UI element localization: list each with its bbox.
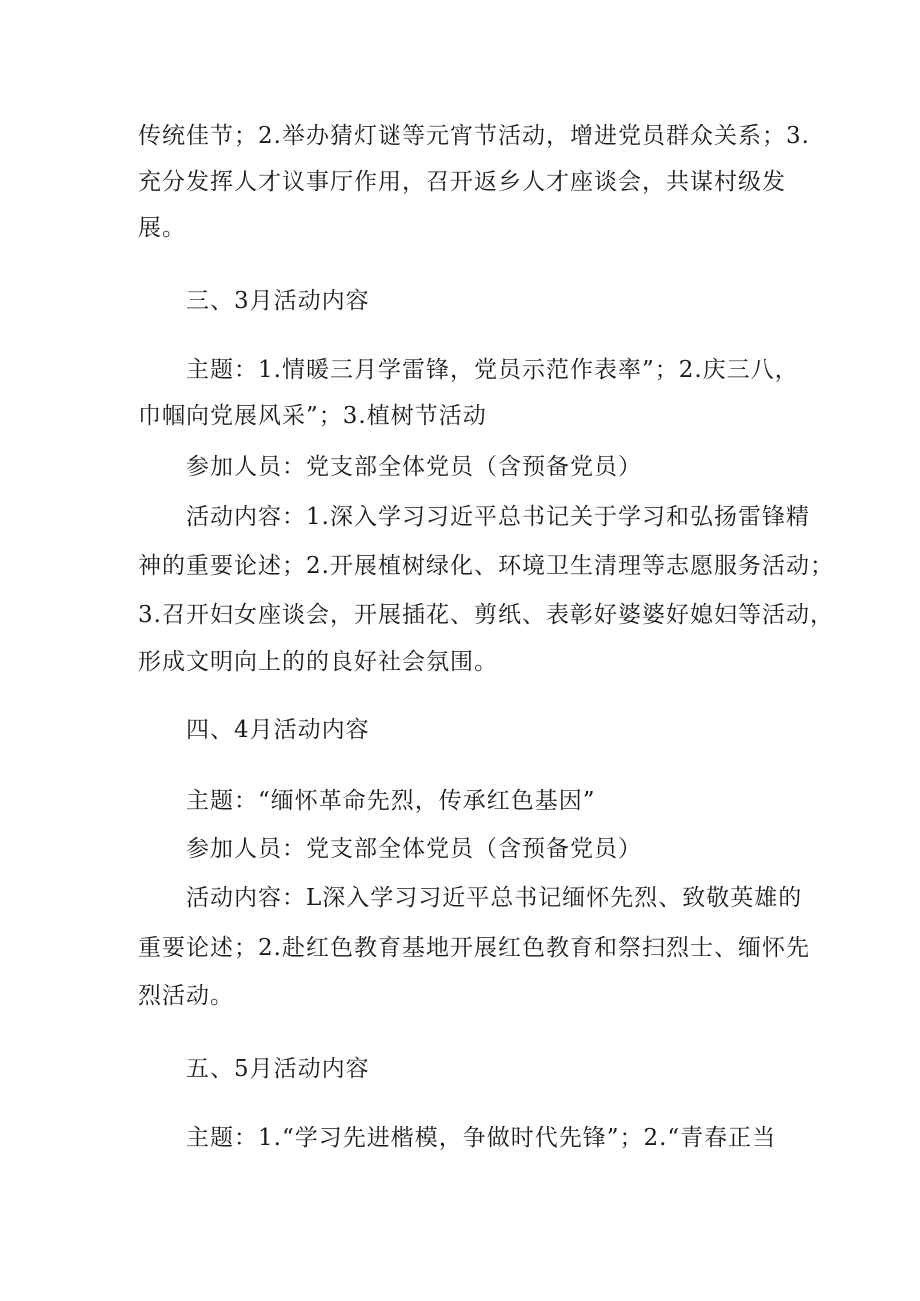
intro-line-2: 充分发挥人才议事厅作用，召开返乡人才座谈会，共谋村级发 — [138, 169, 786, 195]
section3-heading: 三、3月活动内容 — [186, 288, 370, 314]
section3-theme-line-2: 巾帼向党展风采”；3.植树节活动 — [138, 403, 487, 429]
section4-content-line-2: 重要论述；2.赴红色教育基地开展红色教育和祭扫烈士、缅怀先 — [138, 935, 810, 961]
section3-content-line-1: 活动内容：1.深入学习习近平总书记关于学习和弘扬雷锋精 — [186, 504, 810, 530]
section4-participants: 参加人员：党支部全体党员（含预备党员） — [186, 836, 642, 862]
section5-heading: 五、5月活动内容 — [186, 1056, 370, 1082]
section3-content-line-2: 神的重要论述；2.开展植树绿化、环境卫生清理等志愿服务活动； — [138, 553, 834, 579]
section3-theme-line-1: 主题：1.情暖三月学雷锋，党员示范作表率”；2.庆三八， — [186, 357, 799, 383]
section4-content-line-3: 烈活动。 — [138, 983, 234, 1009]
section4-heading: 四、4月活动内容 — [186, 717, 370, 743]
section3-content-line-4: 形成文明向上的的良好社会氛围。 — [138, 649, 498, 675]
intro-line-3: 展。 — [138, 215, 186, 241]
intro-line-1: 传统佳节；2.举办猜灯谜等元宵节活动，增进党员群众关系；3. — [138, 123, 810, 149]
section4-theme: 主题：“缅怀革命先烈，传承红色基因” — [186, 788, 596, 814]
section3-content-line-3: 3.召开妇女座谈会，开展插花、剪纸、表彰好婆婆好媳妇等活动， — [138, 602, 834, 628]
section3-participants: 参加人员：党支部全体党员（含预备党员） — [186, 454, 642, 480]
section5-theme-line-1: 主题：1.“学习先进楷模，争做时代先锋”；2.“青春正当 — [186, 1125, 777, 1151]
section4-content-line-1: 活动内容：L深入学习习近平总书记缅怀先烈、致敬英雄的 — [186, 885, 803, 911]
